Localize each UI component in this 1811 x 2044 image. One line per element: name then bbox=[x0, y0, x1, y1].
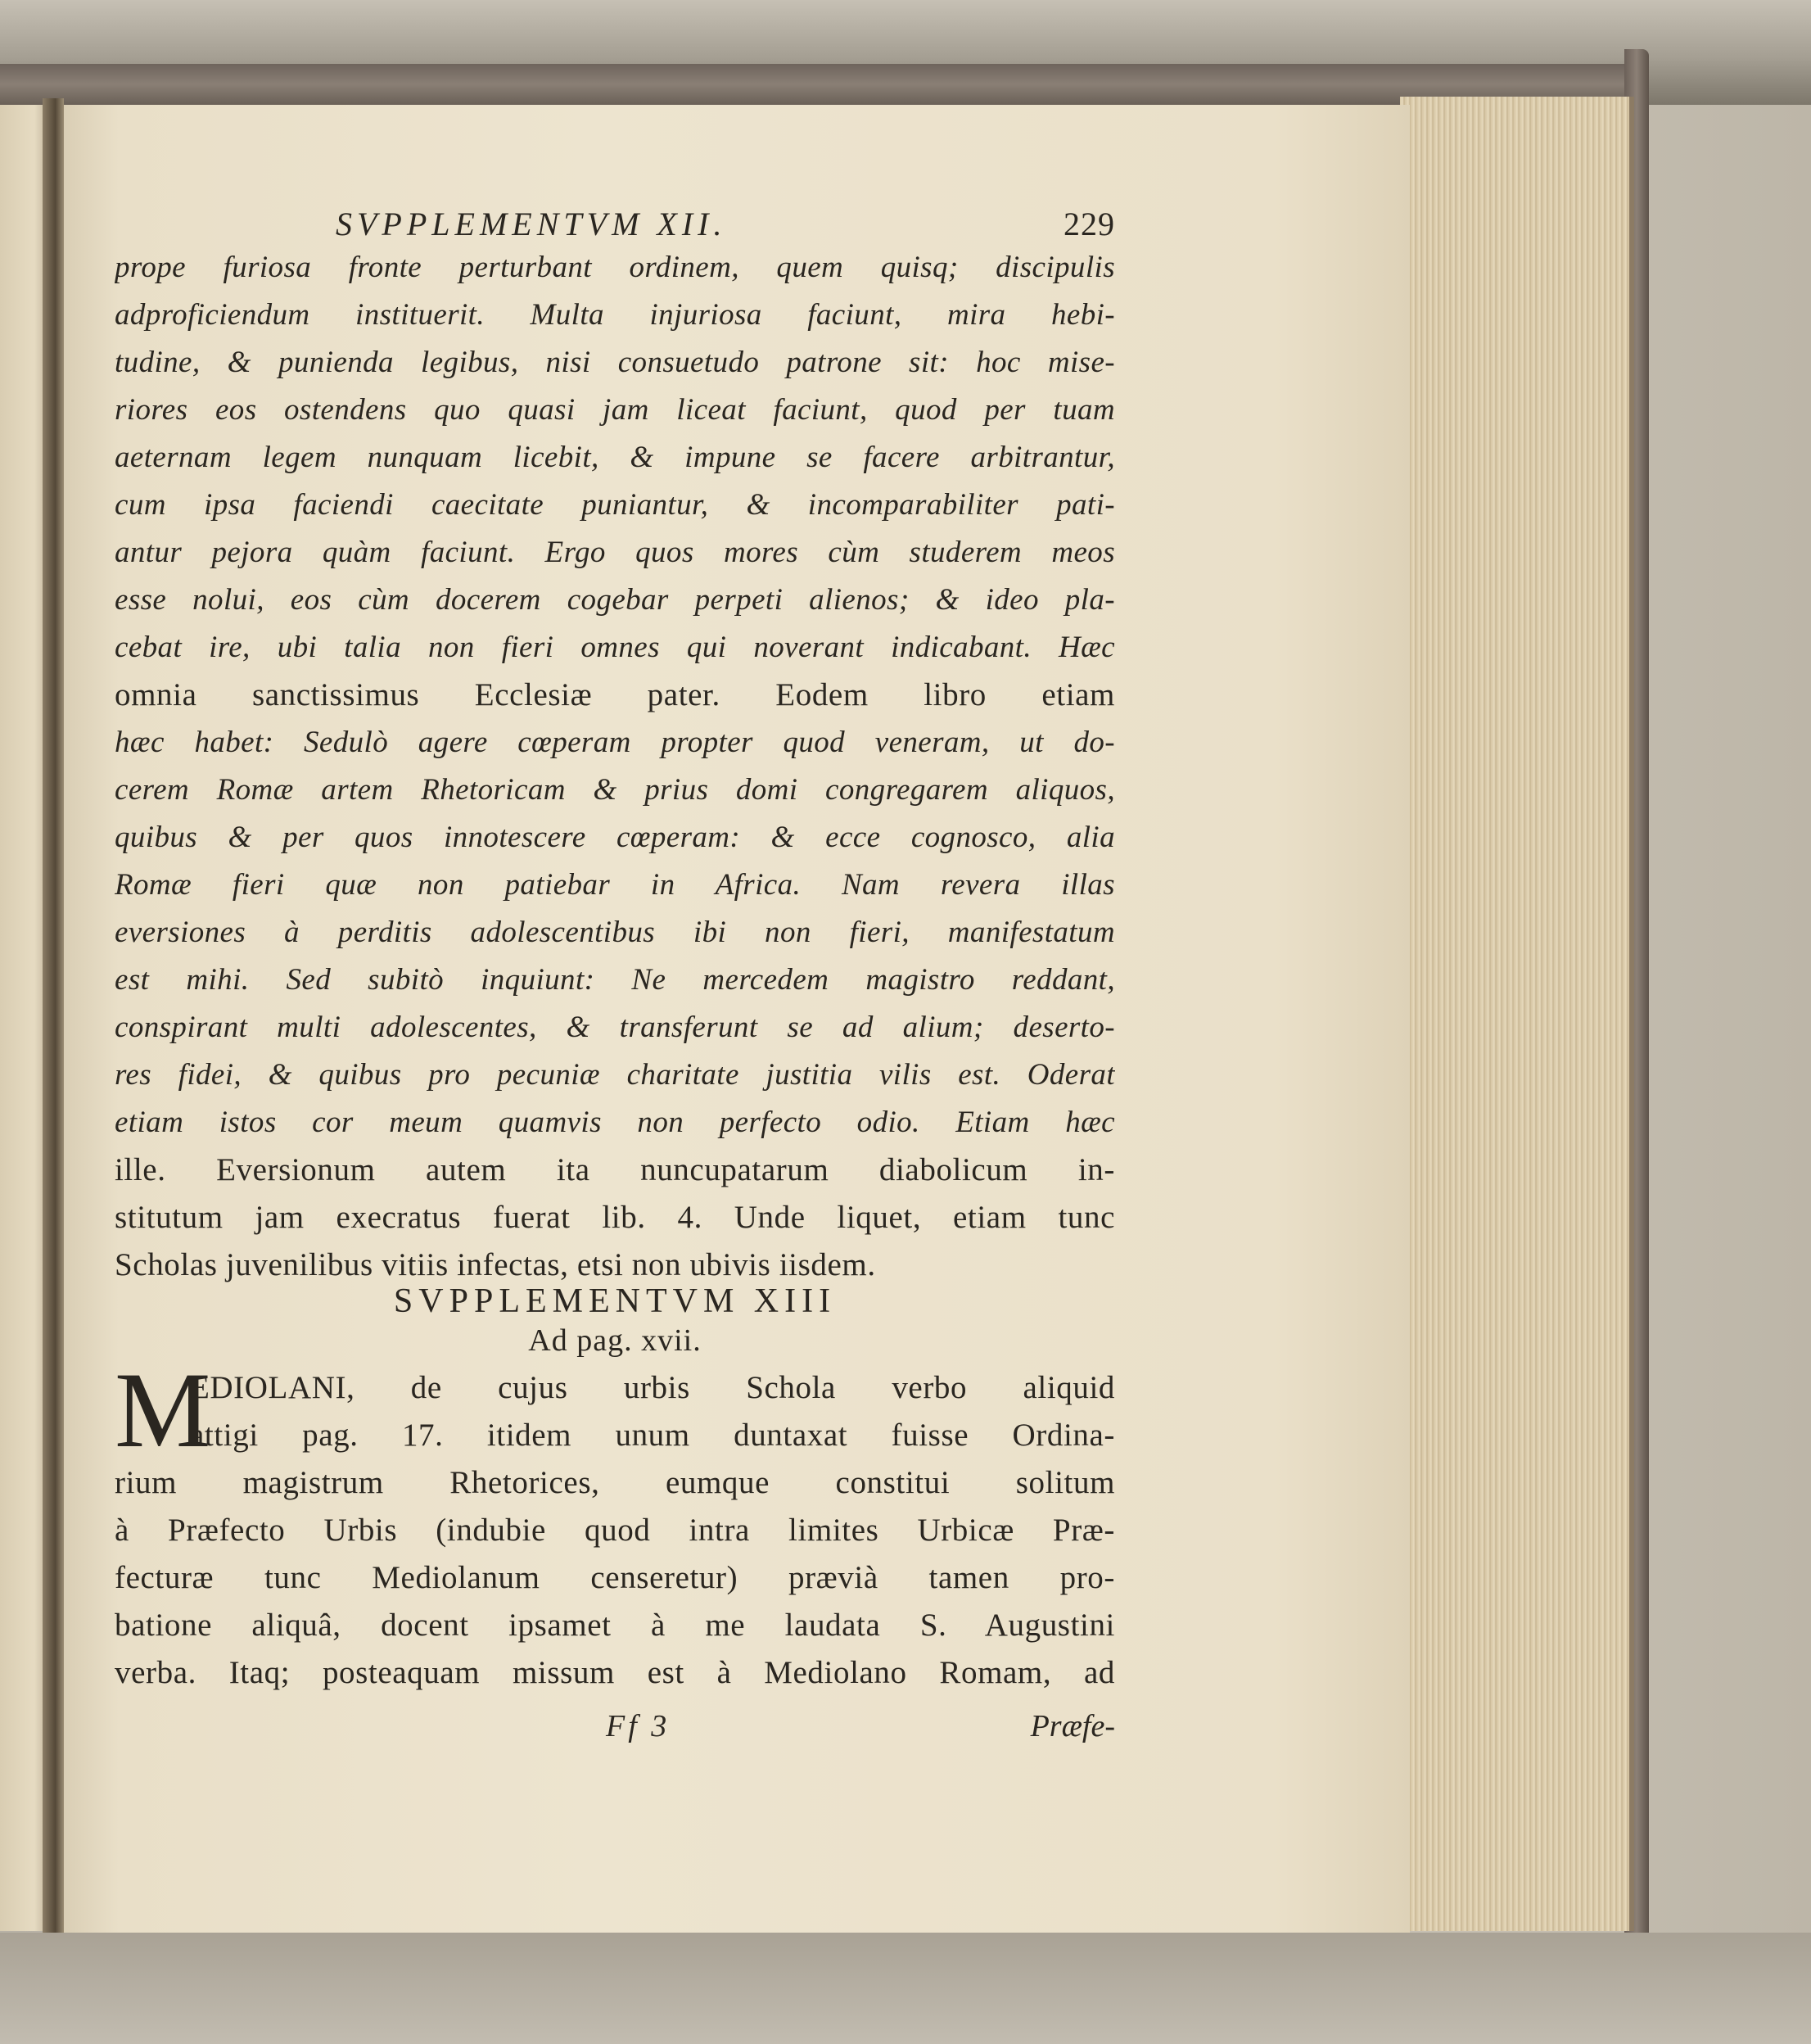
catchword: Præfe- bbox=[1030, 1709, 1115, 1743]
background-surface bbox=[0, 1933, 1811, 2044]
text-line: verba. Itaq; posteaquam missum est à Mediolano Romam, ad bbox=[115, 1655, 1115, 1690]
text-line: fecturæ tunc Mediolanum censeretur) prævià tamen pro- bbox=[115, 1560, 1115, 1595]
page-number: 229 bbox=[1064, 206, 1115, 242]
text-line: attigi pag. 17. itidem unum duntaxat fuisse Ordina- bbox=[190, 1418, 1115, 1453]
text-line: antur pejora quàm faciunt. Ergo quos mores cùm studerem meos bbox=[115, 536, 1115, 569]
text-line: eversiones à perditis adolescentibus ibi non fieri, manifestatum bbox=[115, 916, 1115, 949]
text-line: est mihi. Sed subitò inquiunt: Ne mercedem magistro reddant, bbox=[115, 963, 1115, 997]
page-fore-edge bbox=[1400, 97, 1634, 1931]
text-line: res fidei, & quibus pro pecuniæ charitate justitia vilis est. Oderat bbox=[115, 1058, 1115, 1092]
text-line: stitutum jam execratus fuerat lib. 4. Unde liquet, etiam tunc bbox=[115, 1200, 1115, 1235]
text-line: ille. Eversionum autem ita nuncupatarum diabolicum in- bbox=[115, 1152, 1115, 1187]
text-line: prope furiosa fronte perturbant ordinem, quem quisq; discipulis bbox=[115, 251, 1115, 284]
gutter bbox=[43, 98, 64, 1941]
text-line: hæc habet: Sedulò agere cœperam propter quod veneram, ut do- bbox=[115, 726, 1115, 759]
running-title: SVPPLEMENTVM XII. bbox=[336, 206, 727, 242]
page-footer bbox=[115, 1702, 1115, 1751]
text-line: omnia sanctissimus Ecclesiæ pater. Eodem libro etiam bbox=[115, 677, 1115, 712]
text-line: conspirant multi adolescentes, & transferunt se ad alium; deserto- bbox=[115, 1011, 1115, 1044]
text-line: aeternam legem nunquam licebit, & impune se facere arbitrantur, bbox=[115, 441, 1115, 474]
text-line: tudine, & punienda legibus, nisi consuetudo patrone sit: hoc mise- bbox=[115, 346, 1115, 379]
text-line: cebat ire, ubi talia non fieri omnes qui noverant indicabant. Hæc bbox=[115, 631, 1115, 664]
text-line: Scholas juvenilibus vitiis infectas, etsi non ubivis iisdem. bbox=[115, 1247, 876, 1282]
text-line: esse nolui, eos cùm docerem cogebar perpeti alienos; & ideo pla- bbox=[115, 583, 1115, 617]
text-line: Romæ fieri quæ non patiebar in Africa. Nam revera illas bbox=[115, 868, 1115, 902]
text-line: batione aliquâ, docent ipsamet à me laudata S. Augustini bbox=[115, 1608, 1115, 1643]
text-line: à Præfecto Urbis (indubie quod intra limites Urbicæ Præ- bbox=[115, 1513, 1115, 1548]
section-heading: SVPPLEMENTVM XIII bbox=[393, 1282, 837, 1320]
text-line: cum ipsa faciendi caecitate puniantur, & incomparabiliter pati- bbox=[115, 488, 1115, 522]
text-line: EDIOLANI, de cujus urbis Schola verbo aliquid bbox=[190, 1370, 1115, 1405]
text-line: rium magistrum Rhetorices, eumque constitui solitum bbox=[115, 1465, 1115, 1500]
text-block bbox=[115, 200, 1115, 1743]
drop-cap: M bbox=[115, 1350, 211, 1470]
text-line: quibus & per quos innotescere cœperam: & ecce cognosco, alia bbox=[115, 821, 1115, 854]
text-line: riores eos ostendens quo quasi jam liceat faciunt, quod per tuam bbox=[115, 393, 1115, 427]
signature-mark: Ff 3 bbox=[606, 1709, 671, 1743]
text-line: adproficiendum instituerit. Multa injuriosa faciunt, mira hebi- bbox=[115, 298, 1115, 332]
text-line: cerem Romæ artem Rhetoricam & prius domi congregarem aliquos, bbox=[115, 773, 1115, 807]
section-subheading: Ad pag. xvii. bbox=[528, 1323, 702, 1358]
text-line: etiam istos cor meum quamvis non perfecto odio. Etiam hæc bbox=[115, 1106, 1115, 1139]
running-head bbox=[115, 200, 1115, 249]
